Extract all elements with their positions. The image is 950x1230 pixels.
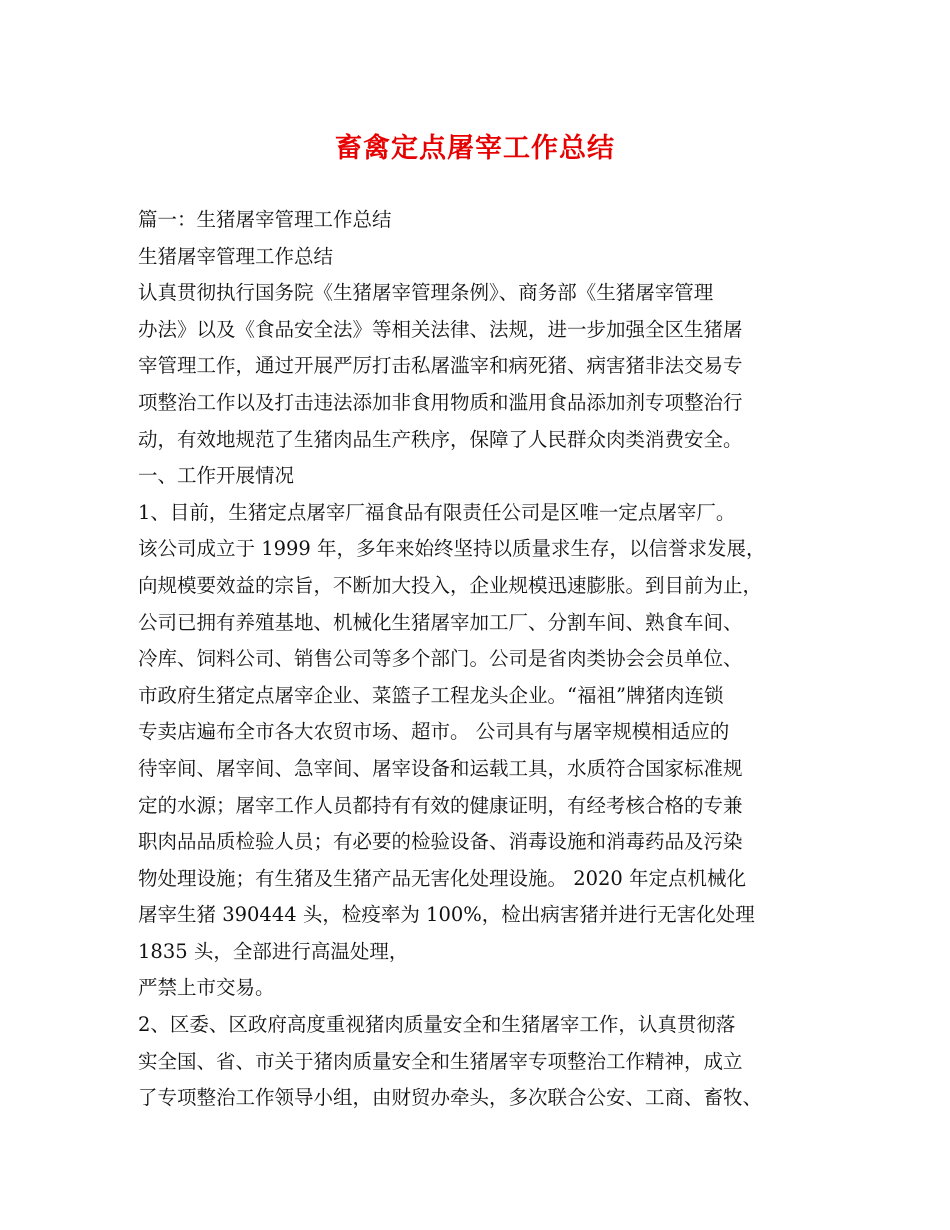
text-line: 认真贯彻执行国务院《生猪屠宰管理条例》、商务部《生猪屠宰管理 (138, 281, 714, 305)
text-line: 严禁上市交易。 (138, 976, 275, 1000)
text-line: 实全国、省、市关于猪肉质量安全和生猪屠宰专项整治工作精神，成立 (138, 1049, 743, 1073)
text-line: 冷库、饲料公司、销售公司等多个部门。公司是省肉类协会会员单位、 (138, 647, 743, 671)
text-line: 宰管理工作，通过开展严厉打击私屠滥宰和病死猪、病害猪非法交易专 (138, 354, 743, 378)
text-line: 向规模要效益的宗旨，不断加大投入，企业规模迅速膨胀。到目前为止， (138, 573, 763, 597)
text-line: 定的水源；屠宰工作人员都持有有效的健康证明，有经考核合格的专兼 (138, 793, 743, 817)
text-line: 待宰间、屠宰间、急宰间、屠宰设备和运载工具，水质符合国家标准规 (138, 756, 743, 780)
text-line: 办法》以及《食品安全法》等相关法律、法规，进一步加强全区生猪屠 (138, 317, 743, 341)
text-line: 1、目前，生猪定点屠宰厂福食品有限责任公司是区唯一定点屠宰厂。 (138, 500, 736, 524)
text-line: 了专项整治工作领导小组，由财贸办牵头，多次联合公安、工商、畜牧、 (138, 1086, 763, 1110)
text-line: 职肉品品质检验人员；有必要的检验设备、消毒设施和消毒药品及污染 (138, 830, 743, 854)
text-line: 项整治工作以及打击违法添加非食用物质和滥用食品添加剂专项整治行 (138, 390, 743, 414)
text-line: 市政府生猪定点屠宰企业、菜篮子工程龙头企业。“福祖”牌猪肉连锁 (138, 683, 724, 707)
text-line: 专卖店遍布全市各大农贸市场、超市。 公司具有与屠宰规模相适应的 (138, 720, 730, 744)
text-line: 2、区委、区政府高度重视猪肉质量安全和生猪屠宰工作，认真贯彻落 (138, 1013, 736, 1037)
text-line: 1835 头，全部进行高温处理， (138, 939, 409, 963)
text-line: 动，有效地规范了生猪肉品生产秩序，保障了人民群众肉类消费安全。 (138, 427, 743, 451)
text-line: 篇一：生猪屠宰管理工作总结 (138, 208, 392, 231)
text-line: 一、工作开展情况 (138, 464, 295, 488)
text-line: 该公司成立于 1999 年，多年来始终坚持以质量求生存，以信誉求发展， (138, 537, 766, 561)
text-line: 物处理设施；有生猪及生猪产品无害化处理设施。 2020 年定点机械化 (138, 866, 747, 890)
document-title: 畜禽定点屠宰工作总结 (335, 133, 615, 164)
document-body (138, 202, 818, 1117)
text-line: 生猪屠宰管理工作总结 (138, 244, 334, 268)
text-line: 公司已拥有养殖基地、机械化生猪屠宰加工厂、分割车间、熟食车间、 (138, 610, 743, 634)
text-line: 屠宰生猪 390444 头，检疫率为 100%，检出病害猪并进行无害化处理 (138, 903, 755, 927)
